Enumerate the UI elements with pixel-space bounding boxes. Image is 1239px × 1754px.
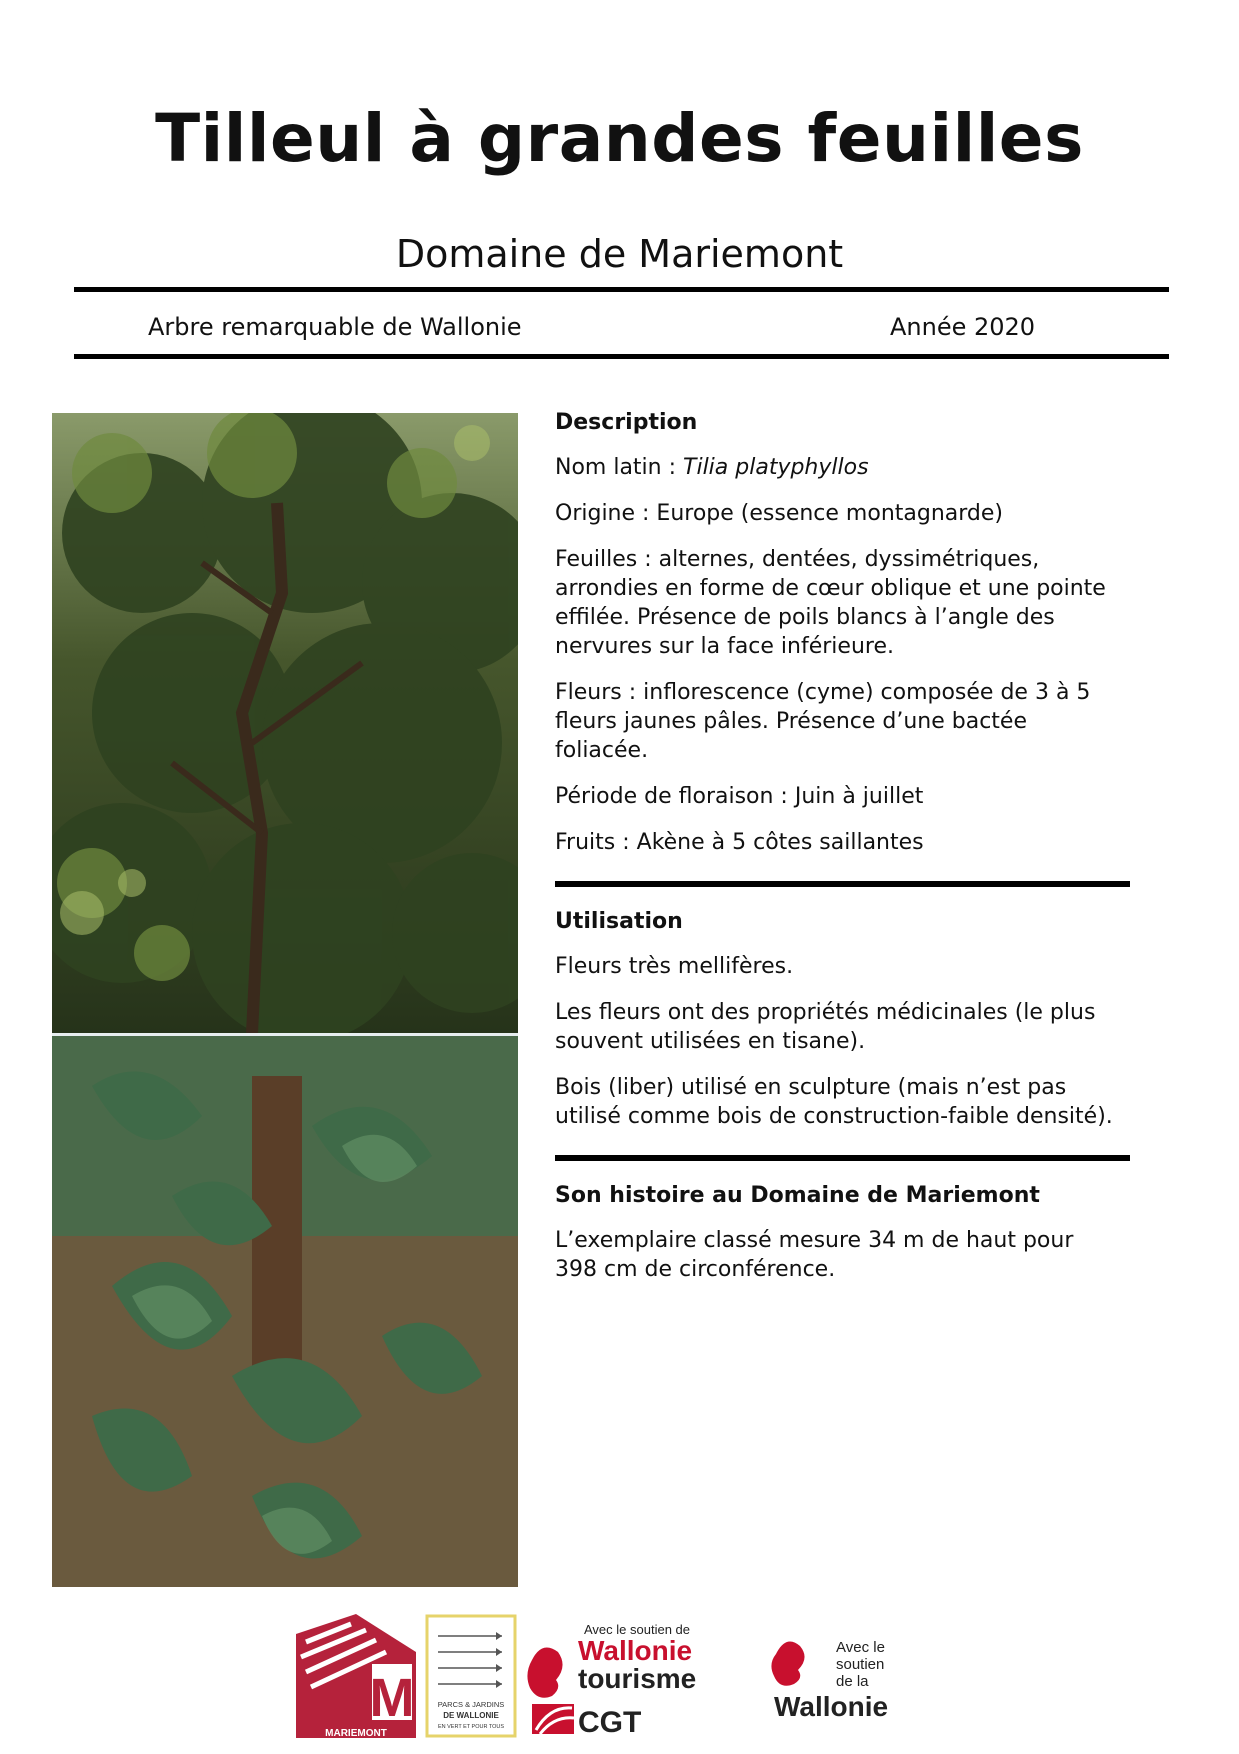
section-divider: [555, 1155, 1130, 1161]
meta-year: Année 2020: [890, 313, 1036, 341]
section-divider: [555, 881, 1130, 887]
mariemont-logo: [296, 1614, 416, 1739]
utilisation-text-3: Bois (liber) utilisé en sculpture (mais n’est pas utilisé comme bois de construction-faible densité).: [555, 1075, 1113, 1129]
utilisation-text-1: Fleurs très mellifères.: [555, 954, 794, 979]
tourisme-word-text: tourisme: [578, 1663, 697, 1694]
section-heading-description: Description: [555, 410, 698, 435]
header-rule-top: [74, 287, 1169, 292]
photo-column: [52, 413, 518, 1587]
tourisme-cgt-text: CGT: [578, 1706, 642, 1739]
content-column: [555, 408, 1115, 1301]
mariemont-logo-text: MARIEMONT: [325, 1728, 387, 1739]
histoire-text: L’exemplaire classé mesure 34 m de haut pour 398 cm de circonférence.: [555, 1228, 1074, 1282]
fleurs-text: Fleurs : inflorescence (cyme) composée de 3 à 5 fleurs jaunes pâles. Présence d’une bactée foliacée.: [555, 680, 1091, 763]
rooster-icon: [527, 1648, 562, 1698]
feuilles-text: Feuilles : alternes, dentées, dyssimétriques, arrondies en forme de cœur oblique et une pointe effilée. Présence de poils blancs à l’angle des nervures sur la face inférieure.: [555, 547, 1106, 659]
leaves-photo: [52, 1036, 518, 1587]
parcs-line-1: PARCS & JARDINS: [437, 1700, 505, 1709]
wallonie-tourisme-logo: [527, 1622, 696, 1739]
soutien-wallonie-text: Wallonie: [774, 1691, 889, 1722]
fruits-text: Fruits : Akène à 5 côtes saillantes: [555, 830, 924, 855]
rooster-icon: [771, 1642, 804, 1686]
soutien-line-2: soutien: [836, 1656, 885, 1673]
soutien-line-3: de la: [836, 1673, 869, 1690]
tree-photo: [52, 413, 518, 1033]
tourisme-small-text: Avec le soutien de: [584, 1622, 690, 1637]
latin-label: Nom latin :: [555, 455, 684, 480]
parcs-jardins-logo: [427, 1616, 515, 1736]
soutien-line-1: Avec le: [836, 1639, 885, 1656]
meta-label: Arbre remarquable de Wallonie: [148, 313, 522, 341]
parcs-line-3: EN VERT ET POUR TOUS: [437, 1724, 505, 1730]
wallonie-soutien-logo: [771, 1639, 888, 1722]
origine-text: Origine : Europe (essence montagnarde): [555, 501, 1004, 526]
tourisme-wallonie-text: Wallonie: [578, 1635, 693, 1666]
page-title: Tilleul à grandes feuilles: [155, 100, 1084, 177]
section-heading-utilisation: Utilisation: [555, 909, 683, 934]
svg-text:M: M: [369, 1668, 415, 1728]
utilisation-text-2: Les fleurs ont des propriétés médicinales (le plus souvent utilisées en tisane).: [555, 1000, 1096, 1054]
page-subtitle: Domaine de Mariemont: [395, 232, 844, 276]
latin-value: Tilia platyphyllos: [683, 455, 869, 480]
floraison-text: Période de floraison : Juin à juillet: [555, 784, 924, 809]
header-rule-bottom: [74, 354, 1169, 359]
parcs-line-2: DE WALLONIE: [443, 1711, 499, 1720]
latin-name: [555, 453, 1115, 482]
sponsor-logos: [296, 1612, 916, 1740]
section-heading-histoire: Son histoire au Domaine de Mariemont: [555, 1183, 1040, 1208]
